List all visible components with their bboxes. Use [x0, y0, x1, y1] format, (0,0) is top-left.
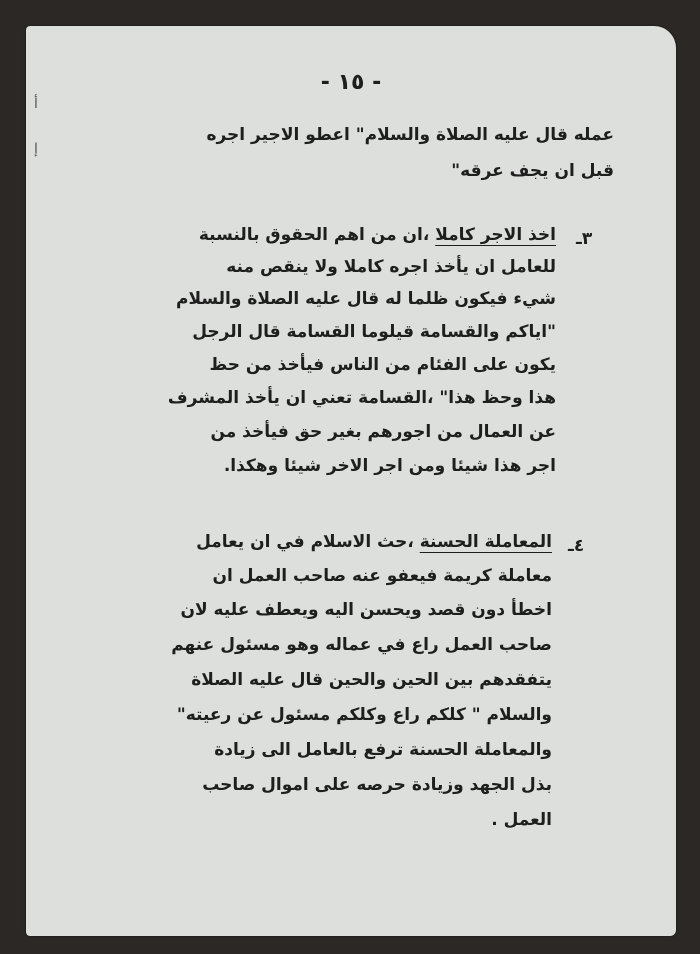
document-page	[26, 26, 676, 936]
item-4-line: والمعاملة الحسنة ترفع بالعامل الى زيادة	[214, 740, 552, 760]
item-4-line: يتفقدهم بين الحين والحين قال عليه الصلاة	[191, 670, 552, 690]
item-3-line: للعامل ان يأخذ اجره كاملا ولا ينقص منه	[226, 257, 556, 277]
item-4-line: اخطأ دون قصد ويحسن اليه ويعطف عليه لان	[180, 600, 552, 620]
item-4-line: العمل .	[491, 810, 552, 830]
item-4-number: ٤ـ	[568, 536, 585, 556]
margin-mark-1: أ	[34, 96, 38, 112]
item-4-first-line	[196, 529, 552, 555]
item-3-line: هذا وحظ هذا" ،القسامة تعني ان يأخذ المشرف	[167, 388, 556, 408]
item-4-line: بذل الجهد وزيادة حرصه على اموال صاحب	[202, 775, 552, 795]
item-4-line: معاملة كريمة فيعفو عنه صاحب العمل ان	[212, 566, 552, 586]
intro-line: عمله قال عليه الصلاة والسلام" اعطو الاجير اجره	[206, 125, 614, 145]
intro-line: قبل ان يجف عرقه"	[451, 161, 614, 181]
item-4-line: صاحب العمل راع في عماله وهو مسئول عنهم	[171, 635, 552, 655]
item-3-first-line	[199, 222, 556, 248]
item-4-heading: المعاملة الحسنة	[419, 532, 552, 552]
margin-mark-2: إ	[34, 141, 38, 157]
item-4-line: والسلام " كلكم راع وكلكم مسئول عن رعيته"	[176, 705, 552, 725]
item-3-line: شيء فيكون ظلما له قال عليه الصلاة والسلام	[175, 289, 556, 309]
item-3-number: ٣ـ	[576, 229, 593, 249]
page-number: - ١٥ -	[320, 70, 382, 95]
item-3-line: يكون على الفئام من الناس فيأخذ من حظ	[209, 355, 556, 375]
item-3-first-line-rest: ،ان من اهم الحقوق بالنسبة	[198, 225, 430, 245]
item-3-line: "اياكم والقسامة قيلوما القسامة قال الرجل	[192, 322, 556, 342]
item-4-first-line-rest: ،حث الاسلام في ان يعامل	[196, 532, 414, 552]
item-3-line: اجر هذا شيئا ومن اجر الاخر شيئا وهكذا.	[223, 456, 556, 476]
item-3-heading: اخذ الاجر كاملا	[435, 225, 556, 245]
item-3-line: عن العمال من اجورهم بغير حق فيأخذ من	[210, 422, 556, 442]
